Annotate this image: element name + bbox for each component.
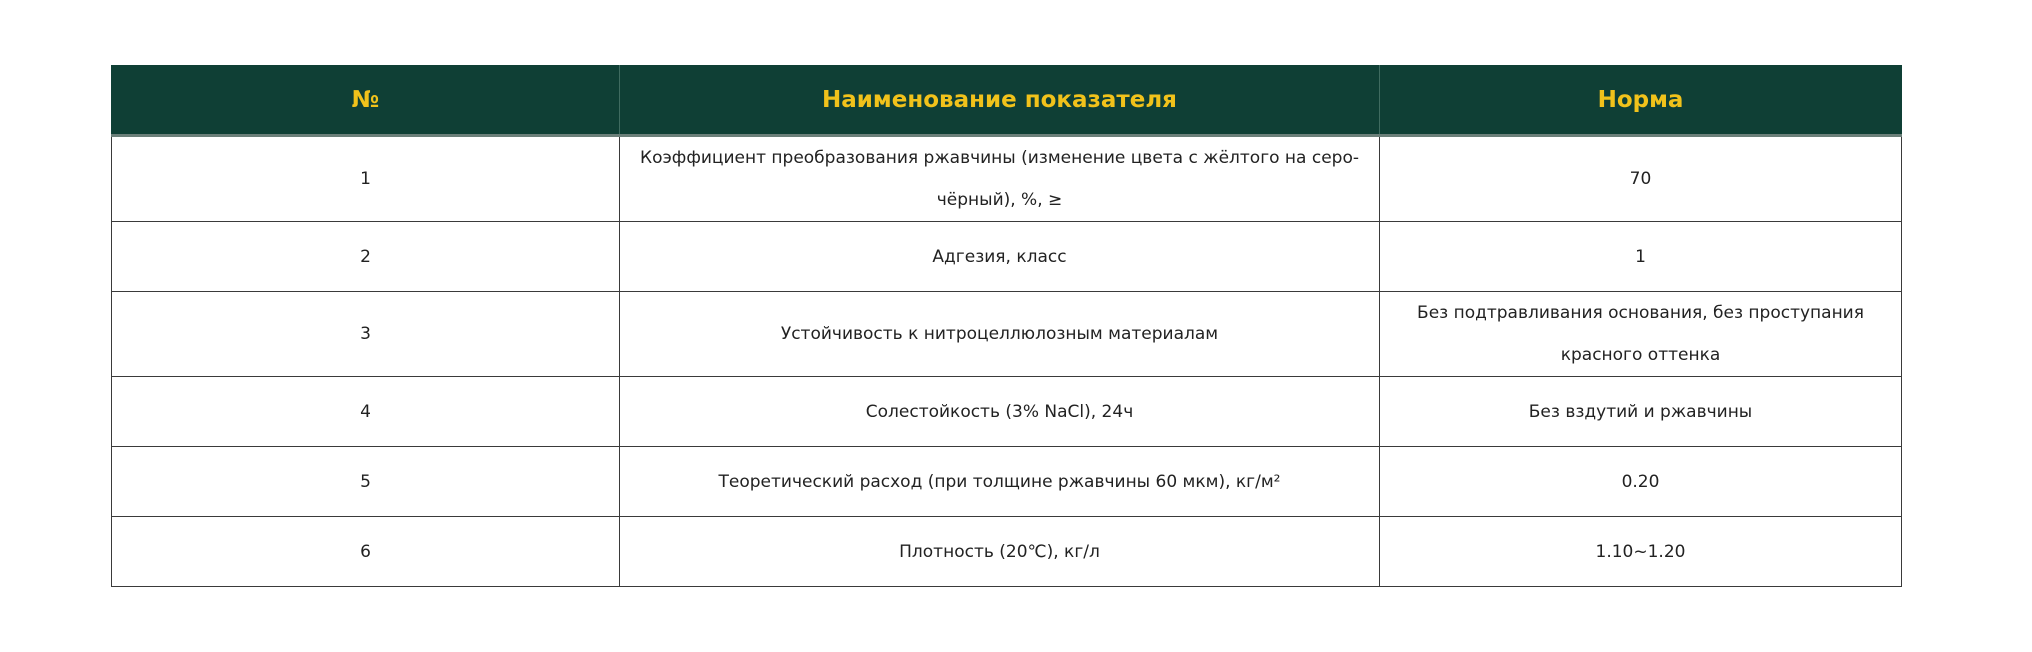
row-norm: 1.10~1.20	[1380, 517, 1902, 587]
row-indicator-name: Коэффициент преобразования ржавчины (изменение цвета с жёлтого на серо-чёрный), %, ≥	[620, 136, 1380, 222]
row-indicator-name: Устойчивость к нитроцеллюлозным материалам	[620, 292, 1380, 377]
row-norm: 70	[1380, 136, 1902, 222]
row-indicator-name: Плотность (20℃), кг/л	[620, 517, 1380, 587]
row-norm: 0.20	[1380, 447, 1902, 517]
specification-table	[111, 65, 1902, 587]
header-norm: Норма	[1380, 66, 1902, 136]
row-indicator-name: Солестойкость (3% NaCl), 24ч	[620, 377, 1380, 447]
header-number: №	[112, 66, 620, 136]
table-row	[112, 517, 1902, 587]
row-number: 1	[112, 136, 620, 222]
table-row	[112, 136, 1902, 222]
table-row	[112, 447, 1902, 517]
row-indicator-name: Адгезия, класс	[620, 222, 1380, 292]
row-number: 6	[112, 517, 620, 587]
row-number: 2	[112, 222, 620, 292]
row-norm: Без вздутий и ржавчины	[1380, 377, 1902, 447]
row-number: 5	[112, 447, 620, 517]
table-row	[112, 377, 1902, 447]
row-norm: Без подтравливания основания, без проступания красного оттенка	[1380, 292, 1902, 377]
table-row	[112, 292, 1902, 377]
row-indicator-name: Теоретический расход (при толщине ржавчины 60 мкм), кг/м²	[620, 447, 1380, 517]
table-header-row	[112, 66, 1902, 136]
table-row	[112, 222, 1902, 292]
header-indicator-name: Наименование показателя	[620, 66, 1380, 136]
row-number: 3	[112, 292, 620, 377]
row-number: 4	[112, 377, 620, 447]
row-norm: 1	[1380, 222, 1902, 292]
